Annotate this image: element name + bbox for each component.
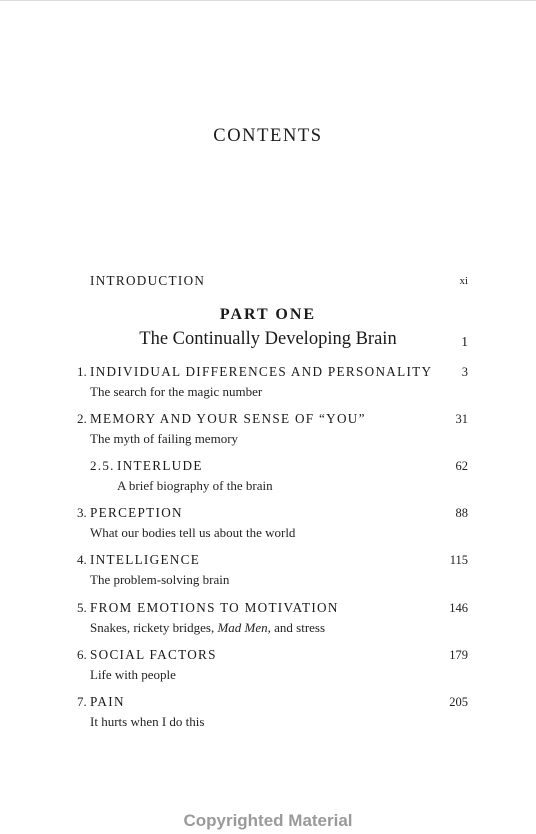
chapter-title: FROM EMOTIONS TO MOTIVATION	[90, 600, 339, 615]
chapter-number: 6.	[77, 647, 87, 662]
toc-entry-chapter-6	[0, 647, 536, 687]
toc-entry-chapter-4	[0, 552, 536, 592]
chapter-number: 7.	[77, 694, 87, 709]
toc-entry-interlude	[0, 458, 536, 498]
chapter-subtitle-italic: Mad Men,	[217, 620, 271, 635]
chapter-page: 3	[461, 365, 468, 379]
chapter-page: 31	[455, 412, 468, 426]
introduction-label: INTRODUCTION	[90, 273, 206, 288]
chapter-subtitle: A brief biography of the brain	[117, 478, 273, 493]
chapter-title: INDIVIDUAL DIFFERENCES AND PERSONALITY	[90, 364, 433, 379]
chapter-title: SOCIAL FACTORS	[90, 647, 217, 662]
chapter-number: 4.	[77, 552, 87, 567]
introduction-entry	[0, 273, 536, 291]
contents-heading: CONTENTS	[213, 126, 323, 146]
chapter-subtitle: What our bodies tell us about the world	[90, 525, 296, 540]
chapter-title: PAIN	[90, 694, 125, 709]
chapter-title: MEMORY AND YOUR SENSE OF “YOU”	[90, 411, 366, 426]
copyright-watermark: Copyrighted Material	[183, 811, 353, 830]
chapter-number: 2.5.	[90, 458, 115, 473]
toc-entry-chapter-1	[0, 364, 536, 404]
chapter-subtitle: The problem-solving brain	[90, 572, 230, 587]
toc-entry-chapter-2	[0, 411, 536, 451]
chapter-subtitle-part: Snakes, rickety bridges,	[90, 620, 218, 635]
chapter-subtitle: The myth of failing memory	[90, 431, 239, 446]
chapter-page: 179	[449, 648, 468, 662]
toc-entry-chapter-5	[0, 600, 536, 640]
chapter-page: 115	[449, 553, 468, 567]
chapter-number: 3.	[77, 505, 87, 520]
chapter-subtitle: It hurts when I do this	[90, 714, 205, 729]
chapter-number: 1.	[77, 364, 87, 379]
chapter-page: 146	[449, 601, 468, 615]
chapter-title: INTELLIGENCE	[90, 552, 201, 567]
part-label: PART ONE	[219, 306, 317, 323]
chapter-subtitle-part: and stress	[270, 620, 326, 635]
chapter-page: 88	[455, 506, 468, 520]
introduction-page: xi	[459, 275, 468, 287]
chapter-number: 2.	[77, 411, 87, 426]
chapter-subtitle: Life with people	[90, 667, 176, 682]
toc-entry-chapter-7	[0, 694, 536, 734]
chapter-subtitle	[90, 620, 325, 636]
top-rule	[0, 0, 536, 1]
chapter-title: PERCEPTION	[90, 505, 183, 520]
chapter-page: 205	[449, 695, 468, 709]
part-page: 1	[461, 334, 468, 349]
toc-entry-chapter-3	[0, 505, 536, 545]
part-title: The Continually Developing Brain	[139, 329, 397, 349]
chapter-title: INTERLUDE	[117, 458, 203, 473]
chapter-number: 5.	[77, 600, 87, 615]
chapter-page: 62	[455, 459, 468, 473]
chapter-subtitle: The search for the magic number	[90, 384, 263, 399]
